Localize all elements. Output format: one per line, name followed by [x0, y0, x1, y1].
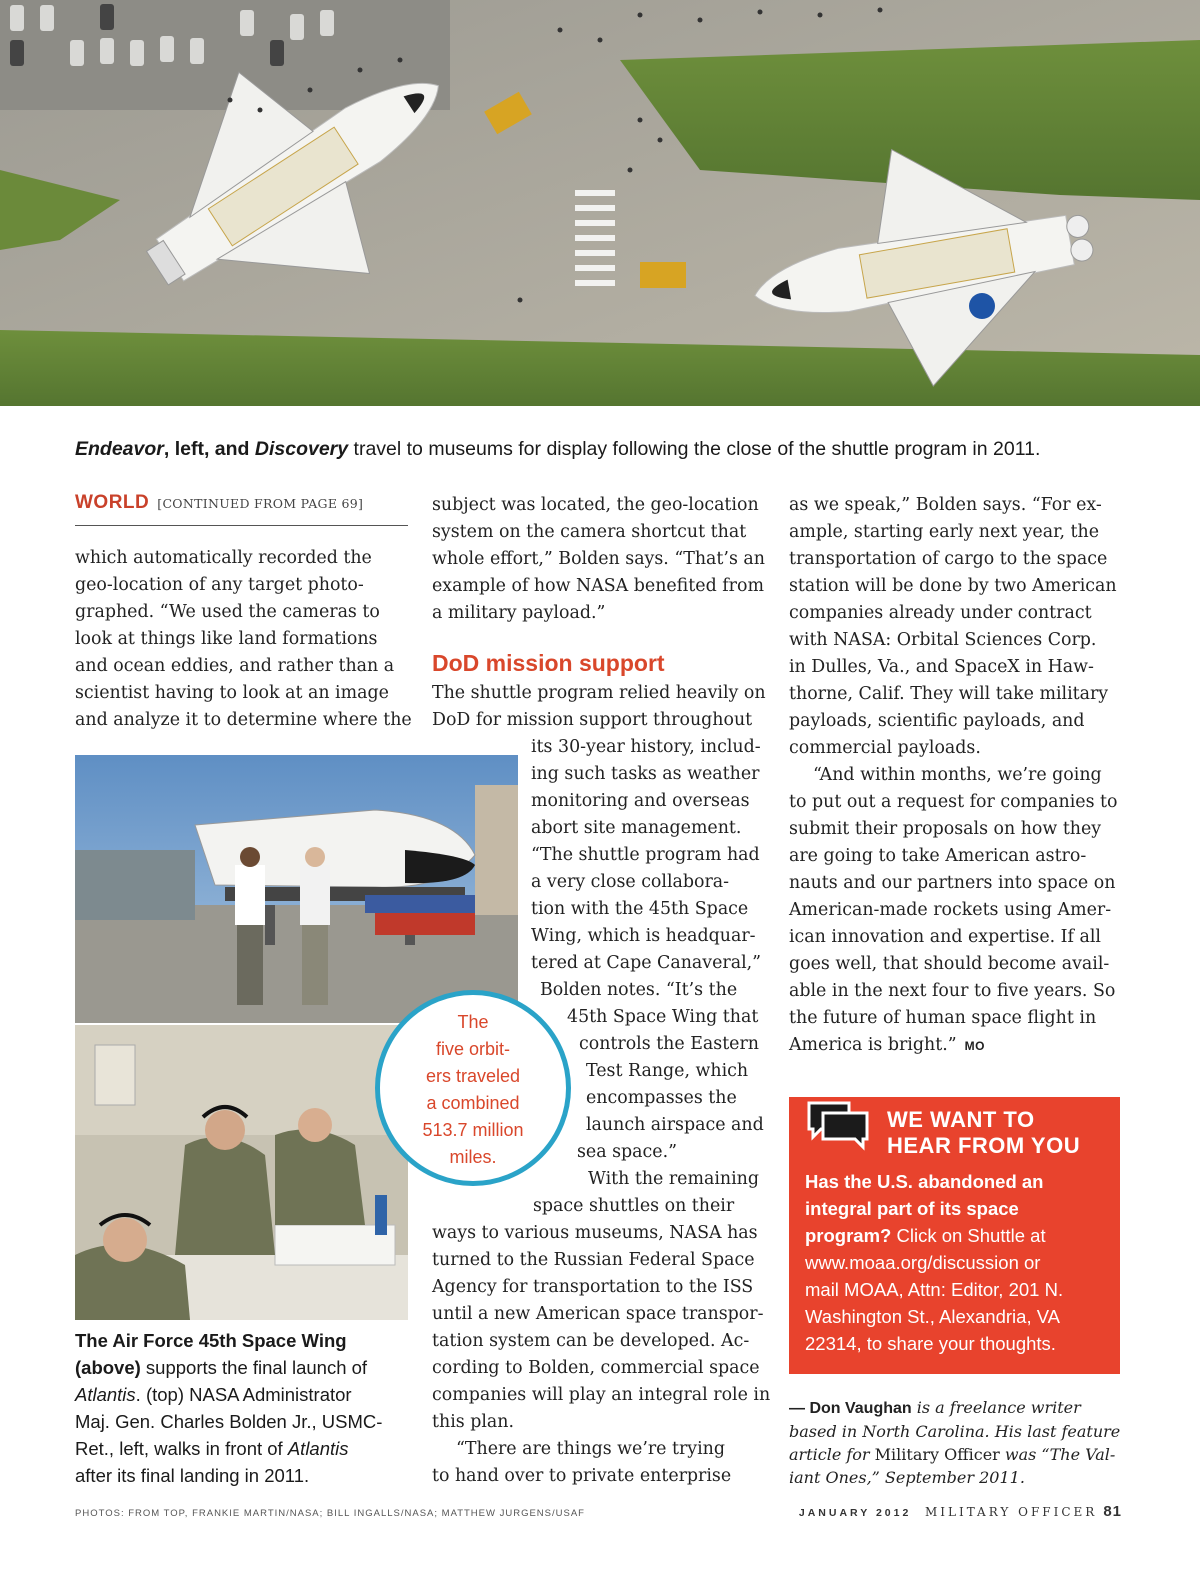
caption-bold: (above): [75, 1357, 141, 1378]
column-line-text: ican innovation and expertise. If all: [789, 927, 1101, 947]
section-name: WORLD: [75, 492, 150, 513]
speech-bubbles-icon: [805, 1097, 871, 1151]
article-column-3: [789, 492, 1118, 1060]
column-line: [789, 924, 1118, 951]
column-line-text: in Dulles, Va., and SpaceX in Haw-: [789, 657, 1094, 677]
column-line-text: as we speak,” Bolden says. “For ex-: [789, 495, 1102, 515]
column-line-text: able in the next four to five years. So: [789, 981, 1116, 1001]
caption-line: [75, 1354, 420, 1381]
column-line: [789, 843, 1118, 870]
bio-line: [789, 1396, 1120, 1420]
column-line-text: ample, starting early next year, the: [789, 522, 1100, 542]
caption-line: [75, 1381, 420, 1408]
feedback-line: [805, 1222, 1063, 1249]
column-line: and ocean eddies, and rather than a: [75, 656, 395, 676]
column-line: [789, 816, 1118, 843]
column-line-text: “And within months, we’re going: [813, 765, 1102, 785]
column-line: tion with the 45th Space: [531, 899, 749, 919]
column-line-text: the future of human space flight in: [789, 1008, 1097, 1028]
caption-line: Maj. Gen. Charles Bolden Jr., USMC-: [75, 1411, 383, 1432]
feedback-line: Washington St., Alexandria, VA: [805, 1306, 1061, 1327]
pull-quote-line: miles.: [449, 1147, 497, 1167]
column-line-text: companies already under contract: [789, 603, 1092, 623]
column-line: [789, 951, 1118, 978]
feedback-line: 22314, to share your thoughts.: [805, 1333, 1056, 1354]
caption-text: supports the final launch of: [140, 1357, 368, 1378]
caption-text: Ret., left, walks in front of: [75, 1438, 288, 1459]
column-line: example of how NASA benefited from: [432, 576, 764, 596]
hero-photo: [0, 0, 1200, 406]
bio-text: was “The Val-: [999, 1445, 1116, 1464]
column-line: [789, 1032, 1118, 1060]
column-line: this plan.: [432, 1412, 514, 1432]
column-line: a military payload.”: [432, 603, 606, 623]
feedback-box: [789, 1097, 1120, 1374]
magazine-name: Military Officer: [874, 1445, 1000, 1464]
article-column-2-top: [432, 492, 765, 627]
column-line: until a new American space transpor-: [432, 1304, 764, 1324]
column-line: scientist having to look at an image: [75, 683, 389, 703]
column-line-text: are going to take American astro-: [789, 846, 1087, 866]
column-line: whole effort,” Bolden says. “That’s an: [432, 549, 765, 569]
column-line: space shuttles on their: [533, 1196, 735, 1216]
column-line: system on the camera shortcut that: [432, 522, 747, 542]
column-line: abort site management.: [531, 818, 742, 838]
column-line: [789, 735, 1118, 762]
column-line: [789, 654, 1118, 681]
photo-caption: [75, 1327, 420, 1489]
pull-quote: [375, 990, 571, 1186]
column-line: to hand over to private enterprise: [432, 1466, 732, 1486]
pull-quote-text: [380, 1009, 566, 1171]
column-line: DoD for mission support throughout: [432, 710, 753, 730]
hero-caption: [75, 438, 1135, 461]
column-line: [789, 573, 1118, 600]
column-line: cording to Bolden, commercial space: [432, 1358, 760, 1378]
feedback-heading: [887, 1107, 1080, 1159]
column-line: ways to various museums, NASA has: [432, 1223, 758, 1243]
column-line: sea space.”: [577, 1142, 677, 1162]
space-wing-image: [75, 1025, 408, 1320]
column-line: a very close collabora-: [531, 872, 730, 892]
column-line-text: payloads, scientific payloads, and: [789, 711, 1085, 731]
column-line: “There are things we’re trying: [456, 1439, 726, 1459]
column-line-text: thorne, Calif. They will take military: [789, 684, 1109, 704]
page-footer: [799, 1503, 1122, 1520]
author-bio: [789, 1396, 1120, 1489]
column-line: 45th Space Wing that: [567, 1007, 759, 1027]
column-line: Bolden notes. “It’s the: [540, 980, 738, 1000]
column-line: Wing, which is headquar-: [531, 926, 756, 946]
column-line: The shuttle program relied heavily on: [432, 683, 766, 703]
column-line: turned to the Russian Federal Space: [432, 1250, 755, 1270]
caption-line: [75, 1327, 420, 1354]
column-line: encompasses the: [586, 1088, 737, 1108]
feedback-text: Click on Shuttle at: [891, 1225, 1046, 1246]
end-mark: MO: [964, 1039, 985, 1053]
caption-shuttle-name-2: Discovery: [254, 438, 349, 460]
column-line: [789, 519, 1118, 546]
column-line: graphed. “We used the cameras to: [75, 602, 380, 622]
issue-date: JANUARY 2012: [798, 1507, 912, 1519]
photo-space-wing-control-room: [75, 1025, 408, 1320]
column-line: tation system can be developed. Ac-: [432, 1331, 750, 1351]
feedback-line: [805, 1195, 1063, 1222]
caption-line: after its final landing in 2011.: [75, 1465, 310, 1486]
photo-credits: PHOTOS: FROM TOP, FRANKIE MARTIN/NASA; BILL INGALLS/NASA; MATTHEW JURGENS/USAF: [75, 1508, 585, 1519]
caption-bold-text: , left, and: [163, 438, 255, 460]
subhead: DoD mission support: [432, 650, 665, 676]
feedback-heading-line: HEAR FROM YOU: [887, 1133, 1081, 1158]
magazine-title: MILITARY OFFICER: [924, 1505, 1098, 1519]
column-line-text: goes well, that should become avail-: [789, 954, 1110, 974]
feedback-question: integral part of its space: [805, 1198, 1019, 1219]
column-line: companies will play an integral role in: [432, 1385, 771, 1405]
column-line-text: station will be done by two American: [789, 576, 1117, 596]
photo-bolden-atlantis: [75, 755, 518, 1023]
column-line: subject was located, the geo-location: [432, 495, 759, 515]
column-line: its 30-year history, includ-: [531, 737, 761, 757]
column-line-text: with NASA: Orbital Sciences Corp.: [789, 630, 1097, 650]
column-line: [789, 978, 1118, 1005]
column-line-text: commercial payloads.: [789, 738, 981, 758]
column-line: [789, 546, 1118, 573]
column-line-text: transportation of cargo to the space: [789, 549, 1108, 569]
column-line: which automatically recorded the: [75, 548, 372, 568]
column-line: Test Range, which: [586, 1061, 749, 1081]
column-line: “The shuttle program had: [531, 845, 760, 865]
pull-quote-line: 513.7 million: [422, 1120, 524, 1140]
feedback-line: [805, 1168, 1063, 1195]
caption-italic: Atlantis: [287, 1438, 349, 1459]
bio-line: [789, 1443, 1120, 1466]
column-line-text: to put out a request for companies to: [789, 792, 1118, 812]
column-line: ing such tasks as weather: [531, 764, 760, 784]
column-line-text: American-made rockets using Amer-: [789, 900, 1112, 920]
bolden-atlantis-image: [75, 755, 518, 1023]
feedback-url-line[interactable]: www.moaa.org/discussion or: [805, 1252, 1041, 1273]
column-line: look at things like land formations: [75, 629, 378, 649]
continued-from-label: [CONTINUED FROM PAGE 69]: [157, 496, 364, 511]
bio-text: is a freelance writer: [911, 1398, 1081, 1417]
column-line-text: submit their proposals on how they: [789, 819, 1102, 839]
column-line: and analyze it to determine where the: [75, 710, 412, 730]
column-line: [789, 492, 1118, 519]
caption-bold: The Air Force 45th Space Wing: [75, 1330, 347, 1351]
column-line: [789, 681, 1118, 708]
column-line: tered at Cape Canaveral,”: [531, 953, 762, 973]
column-line: [789, 627, 1118, 654]
feedback-question: program?: [805, 1225, 892, 1246]
column-line: [789, 762, 1118, 789]
column-line: [789, 708, 1118, 735]
column-line-text: America is bright.”: [789, 1035, 957, 1055]
feedback-question: Has the U.S. abandoned an: [805, 1171, 1044, 1192]
column-line: With the remaining: [588, 1169, 759, 1189]
column-line: [789, 600, 1118, 627]
article-column-1: [75, 545, 412, 734]
pull-quote-line: ers traveled: [425, 1066, 521, 1086]
column-line: [789, 1005, 1118, 1032]
feedback-line: mail MOAA, Attn: Editor, 201 N.: [805, 1279, 1064, 1300]
column-line-text: nauts and our partners into space on: [789, 873, 1116, 893]
column-line: [789, 897, 1118, 924]
feedback-body: [805, 1168, 1063, 1357]
bio-line: based in North Carolina. His last feature: [789, 1422, 1121, 1441]
section-header: [75, 492, 408, 526]
pull-quote-line: a combined: [426, 1093, 520, 1113]
column-line: Agency for transportation to the ISS: [432, 1277, 754, 1297]
column-line: monitoring and overseas: [531, 791, 750, 811]
column-line: geo-location of any target photo-: [75, 575, 364, 595]
bio-line: iant Ones,” September 2011.: [789, 1468, 1025, 1487]
caption-shuttle-name-1: Endeavor: [75, 438, 164, 460]
caption-italic: Atlantis: [75, 1384, 136, 1405]
pull-quote-line: The: [457, 1012, 489, 1032]
bio-text: article for: [789, 1445, 875, 1464]
column-line: [789, 870, 1118, 897]
pull-quote-line: five orbit-: [435, 1039, 511, 1059]
caption-text: travel to museums for display following the close of the shuttle program in 2011.: [348, 438, 1041, 460]
shuttles-aerial-image: [0, 0, 1200, 406]
column-line: controls the Eastern: [579, 1034, 759, 1054]
column-line: launch airspace and: [586, 1115, 764, 1135]
author-name: — Don Vaughan: [789, 1400, 912, 1417]
feedback-heading-line: WE WANT TO: [887, 1107, 1035, 1132]
page-number: 81: [1103, 1503, 1122, 1520]
caption-line: [75, 1435, 420, 1462]
column-line: [789, 789, 1118, 816]
caption-text: . (top) NASA Administrator: [135, 1384, 352, 1405]
